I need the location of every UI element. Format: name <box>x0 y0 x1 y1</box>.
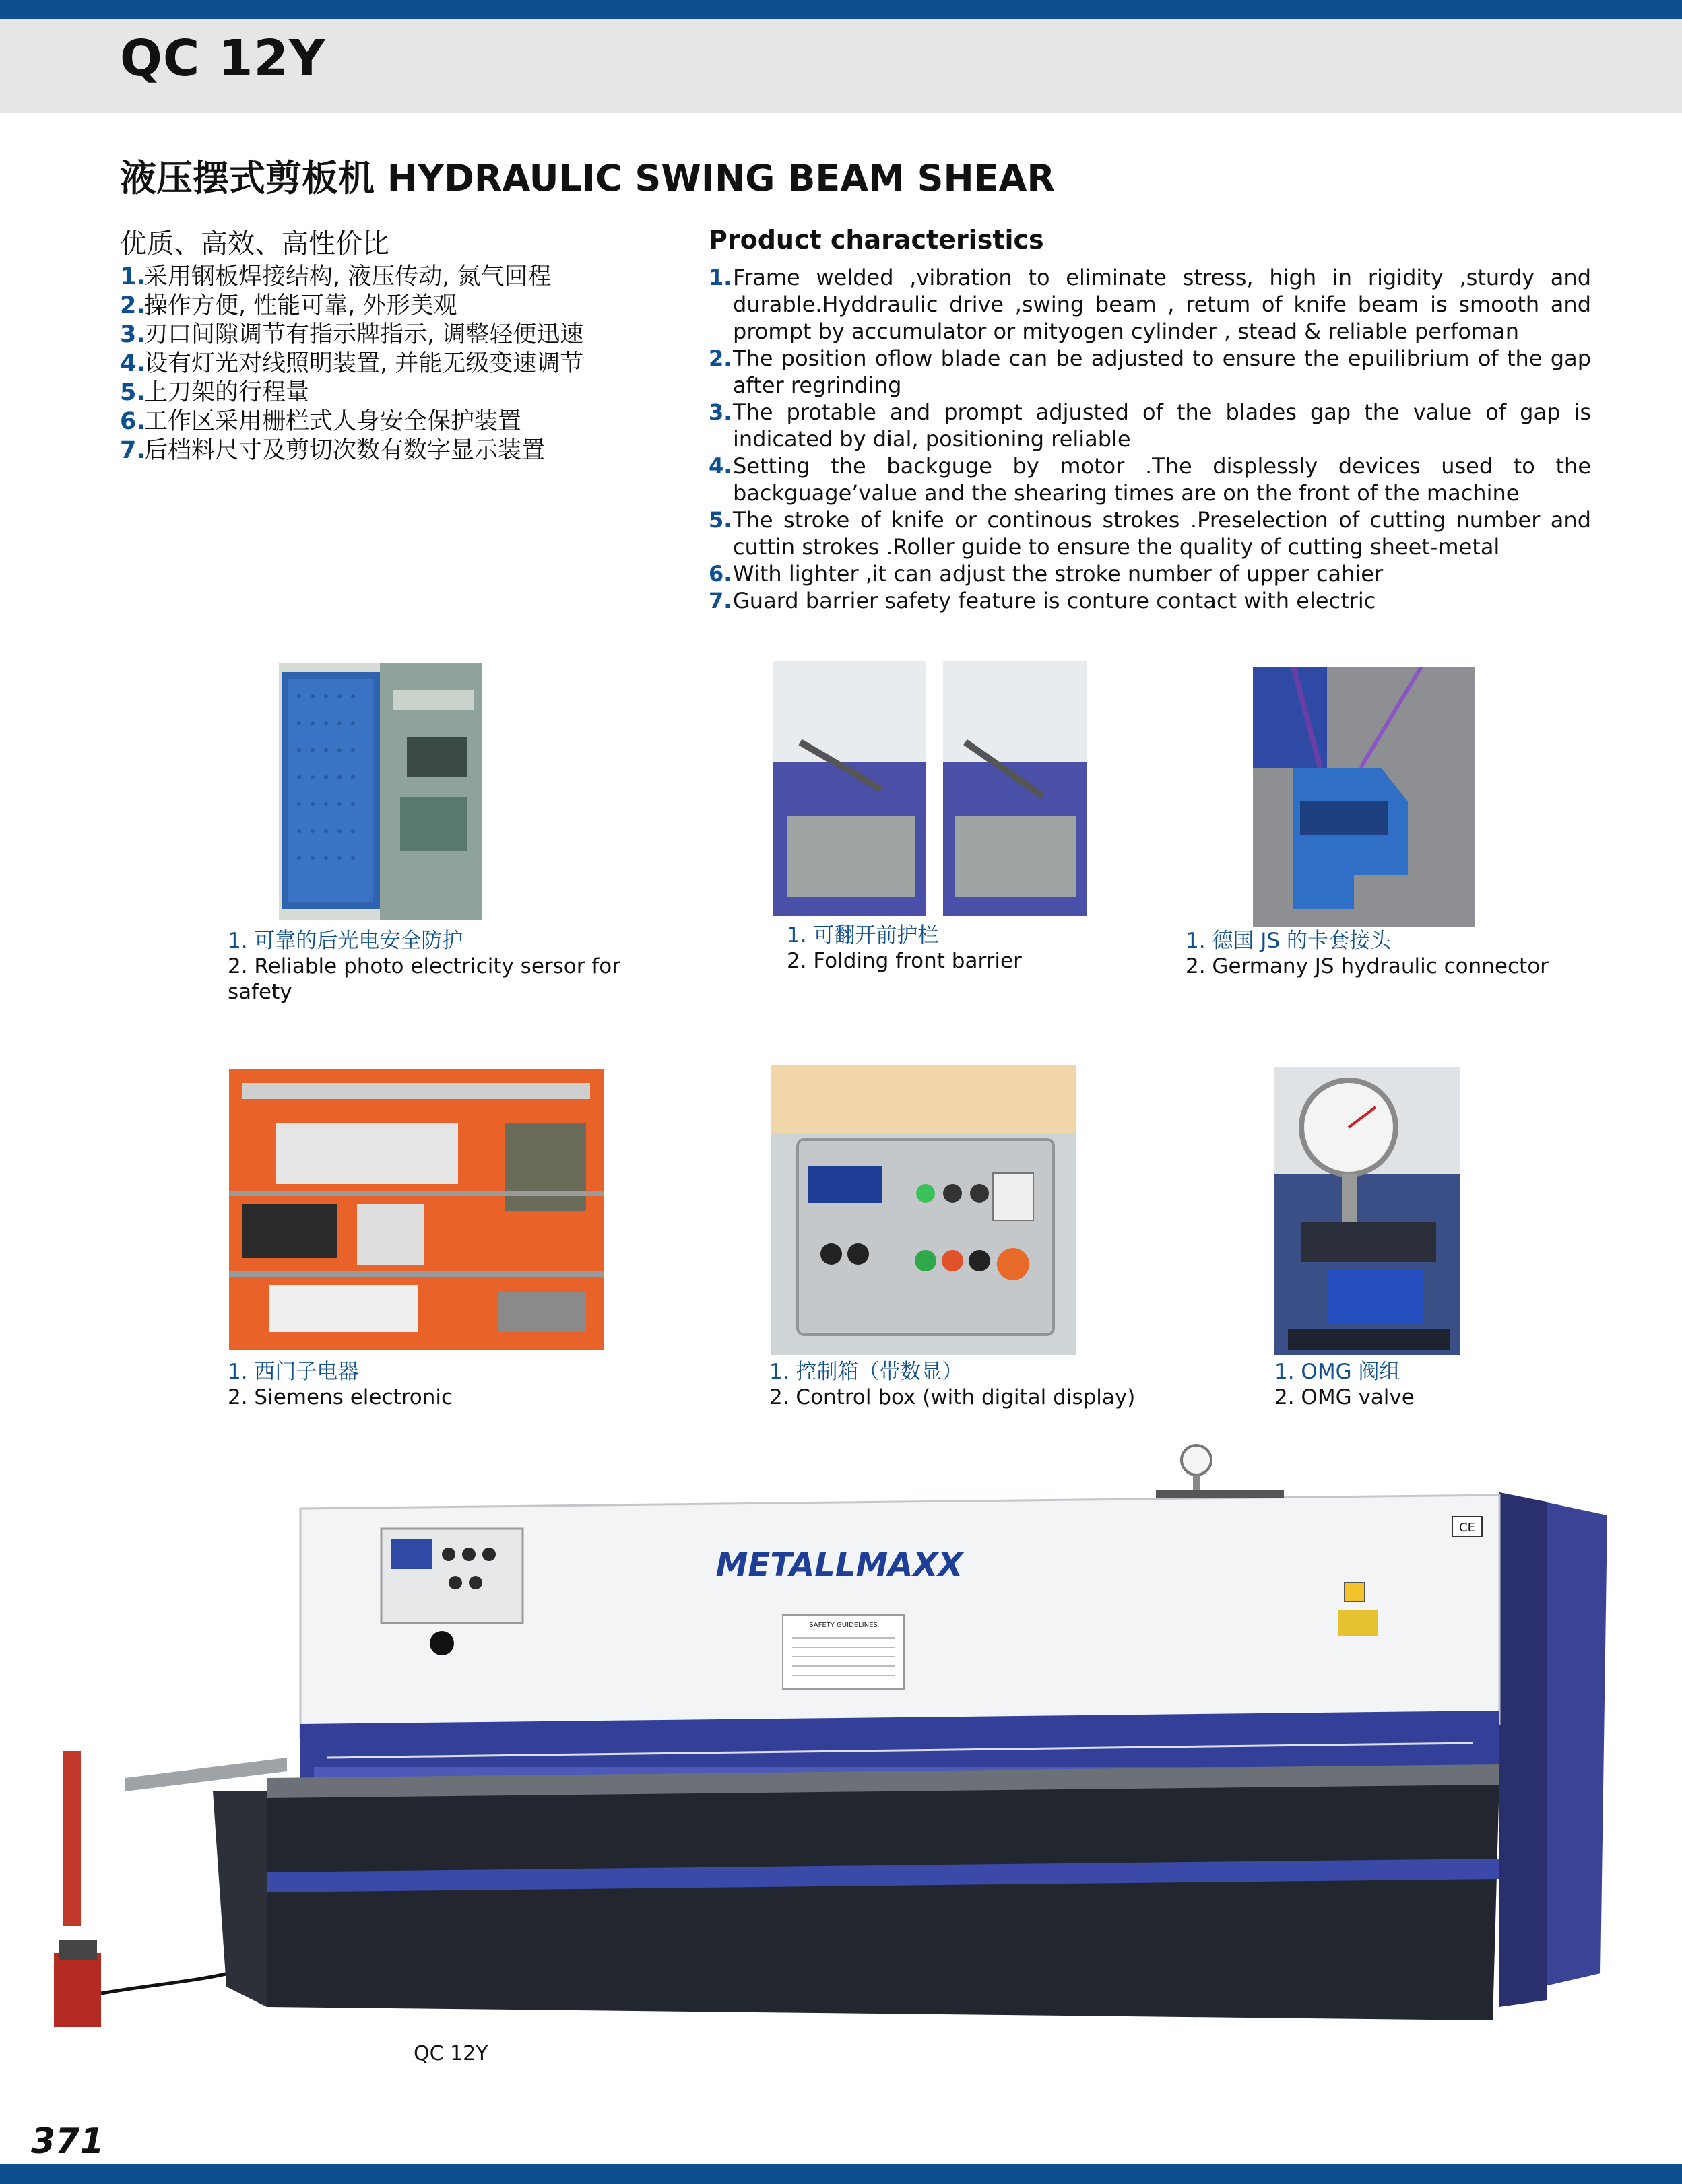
list-item: 6.With lighter ,it can adjust the stroke number of upper cahier <box>709 561 1384 587</box>
list-item: 3.刃口间隙调节有指示牌指示, 调整轻便迅速 <box>120 321 584 348</box>
list-item: 1.采用钢板焊接结构, 液压传动, 氮气回程 <box>120 263 552 290</box>
list-item: 7.后档料尺寸及剪切次数有数字显示装置 <box>120 437 546 464</box>
caption-front-barrier: 1. 可翻开前护栏 2. Folding front barrier <box>787 923 1022 973</box>
photo-rear-safety <box>279 663 482 920</box>
machine-label: QC 12Y <box>414 2042 488 2065</box>
foot-pedal-base <box>54 1953 101 2027</box>
list-item: 3.The protable and prompt adjusted of the blades gap the value of gap is indicated by dial, positioning reliable <box>709 399 1591 452</box>
list-item: 5.The stroke of knife or continous strokes .Preselection of cutting number and cuttin strokes .Roller guide to ensure the quality of cutting sheet-metal <box>709 507 1591 560</box>
characteristics-heading: Product characteristics <box>709 225 1044 255</box>
caption-js-connector: 1. 德国 JS 的卡套接头 2. Germany JS hydraulic connector <box>1186 929 1549 979</box>
list-item: 4.设有灯光对线照明装置, 并能无级变速调节 <box>120 350 584 377</box>
top-accent-bar <box>0 0 1682 19</box>
list-item: 2.The position oflow blade can be adjusted to ensure the epuilibrium of the gap after regrinding <box>709 345 1591 398</box>
photo-control-box <box>771 1065 1076 1355</box>
list-item: 4.Setting the backguge by motor .The displessly devices used to the backguage’value and the shearing times are on the front of the machine <box>709 453 1591 506</box>
machine-base <box>267 1778 1499 2020</box>
cn-features-list <box>120 263 583 465</box>
list-item: 6.工作区采用栅栏式人身安全保护装置 <box>120 408 522 435</box>
bottom-accent-bar <box>0 2164 1682 2184</box>
photo-js-connector <box>1253 667 1475 927</box>
model-code: QC 12Y <box>120 30 326 88</box>
list-item: 7.Guard barrier safety feature is conture contact with electric <box>709 588 1376 614</box>
brand-logo: METALLMAXX <box>715 1546 963 1584</box>
photo-siemens-electronic <box>229 1069 604 1350</box>
cn-features-subtitle: 优质、高效、高性价比 <box>120 228 389 259</box>
caption-siemens-electronic: 1. 西门子电器 2. Siemens electronic <box>228 1360 453 1410</box>
page-number: 371 <box>31 2121 104 2162</box>
list-item: 2.操作方便, 性能可靠, 外形美观 <box>120 292 457 319</box>
caption-rear-safety: 1. 可靠的后光电安全防护 2. Reliable photo electricity sersor for safety <box>228 929 620 1004</box>
photo-omg-valve <box>1274 1067 1460 1355</box>
list-item: 5.上刀架的行程量 <box>120 379 310 406</box>
caption-omg-valve: 1. OMG 阀组 2. OMG valve <box>1274 1360 1415 1410</box>
back-gauge-left <box>125 1758 287 1791</box>
photo-front-barrier <box>773 661 1087 916</box>
list-item: 1.Frame welded ,vibration to eliminate stress, high in rigidity ,sturdy and durable.Hyddraulic drive ,swing beam , retum of knife beam is smooth and prompt by accumulator or mityogen cylinder , stead & reliable perfoman <box>709 265 1591 344</box>
svg-text:SAFETY GUIDELINES: SAFETY GUIDELINES <box>809 1622 878 1629</box>
product-title: 液压摆式剪板机 HYDRAULIC SWING BEAM SHEAR <box>120 157 1055 199</box>
ce-mark: CE <box>1459 1521 1475 1535</box>
foot-pedal-column <box>63 1751 81 1926</box>
caption-control-box: 1. 控制箱（带数显） 2. Control box (with digital display) <box>769 1360 1136 1410</box>
characteristics-list <box>709 264 1591 614</box>
machine-illustration <box>44 1441 1641 2088</box>
